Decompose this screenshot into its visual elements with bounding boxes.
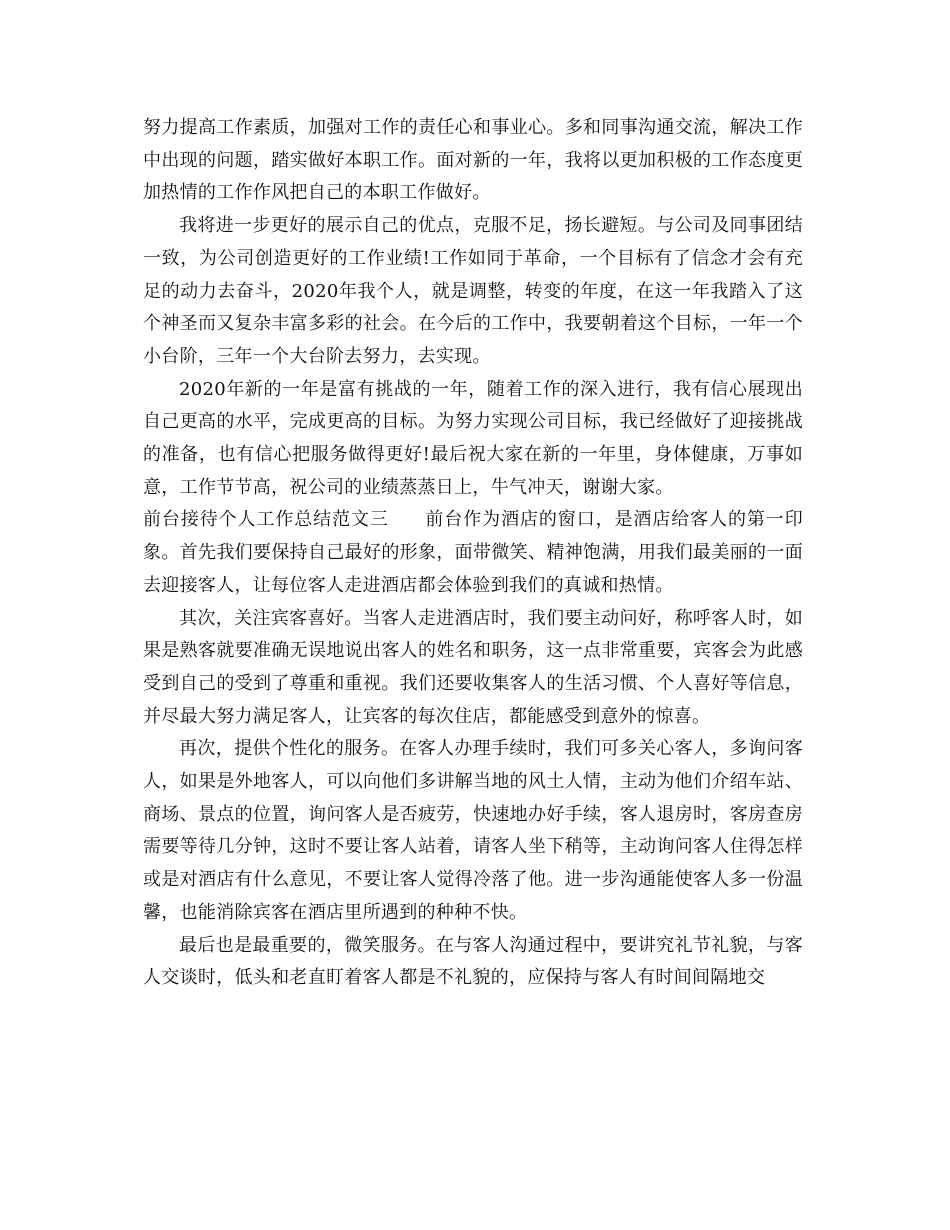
paragraph-7: 最后也是最重要的，微笑服务。在与客人沟通过程中，要讲究礼节礼貌，与客人交谈时，低头和老直盯着客人都是不礼貌的，应保持与客人有时间间隔地交 [143,934,803,989]
section-paragraph [143,504,803,602]
paragraph-6: 再次，提供个性化的服务。在客人办理手续时，我们可多关心客人，多询问客人，如果是外地客人，可以向他们多讲解当地的风土人情，主动为他们介绍车站、商场、景点的位置，询问客人是否疲劳，快速地办好手续，客人退房时，客房查房需要等待几分钟，这时不要让客人站着，请客人坐下稍等，主动询问客人住得怎样或是对酒店有什么意见，不要让客人觉得冷落了他。进一步沟通能使客人多一份温馨，也能消除宾客在酒店里所遇到的种种不快。 [143,738,803,923]
paragraph-5: 其次，关注宾客喜好。当客人走进酒店时，我们要主动问好，称呼客人时，如果是熟客就要准确无误地说出客人的姓名和职务，这一点非常重要，宾客会为此感受到自己的受到了尊重和重视。我们还要收集客人的生活习惯、个人喜好等信息，并尽最大努力满足客人，让宾客的每次住店，都能感受到意外的惊喜。 [143,607,803,727]
paragraph-1: 努力提高工作素质，加强对工作的责任心和事业心。多和同事沟通交流，解决工作中出现的问题，踏实做好本职工作。面对新的一年，我将以更加积极的工作态度更加热情的工作作风把自己的本职工作做好。 [143,117,803,204]
paragraph-3: 2020年新的一年是富有挑战的一年，随着工作的深入进行，我有信心展现出自己更高的水平，完成更高的目标。为努力实现公司目标，我已经做好了迎接挑战的准备，也有信心把服务做得更好!最后祝大家在新的一年里，身体健康，万事如意，工作节节高，祝公司的业绩蒸蒸日上，牛气冲天，谢谢大家。 [143,378,803,498]
paragraph-2: 我将进一步更好的展示自己的优点，克服不足，扬长避短。与公司及同事团结一致，为公司创造更好的工作业绩!工作如同于革命，一个目标有了信念才会有充足的动力去奋斗，2020年我个人，就是调整，转变的年度，在这一年我踏入了这个神圣而又复杂丰富多彩的社会。在今后的工作中，我要朝着这个目标，一年一个小台阶，三年一个大台阶去努力，去实现。 [143,215,803,367]
section-first-text: 前台作为酒店的窗口，是酒店给客人的第一印象。首先我们要保持自己最好的形象，面带微笑、精神饱满，用我们最美丽的一面去迎接客人，让每位客人走进酒店都会体验到我们的真诚和热情。 [143,509,804,596]
section-heading: 前台接待个人工作总结范文三 [143,509,389,531]
document-body [143,112,803,995]
